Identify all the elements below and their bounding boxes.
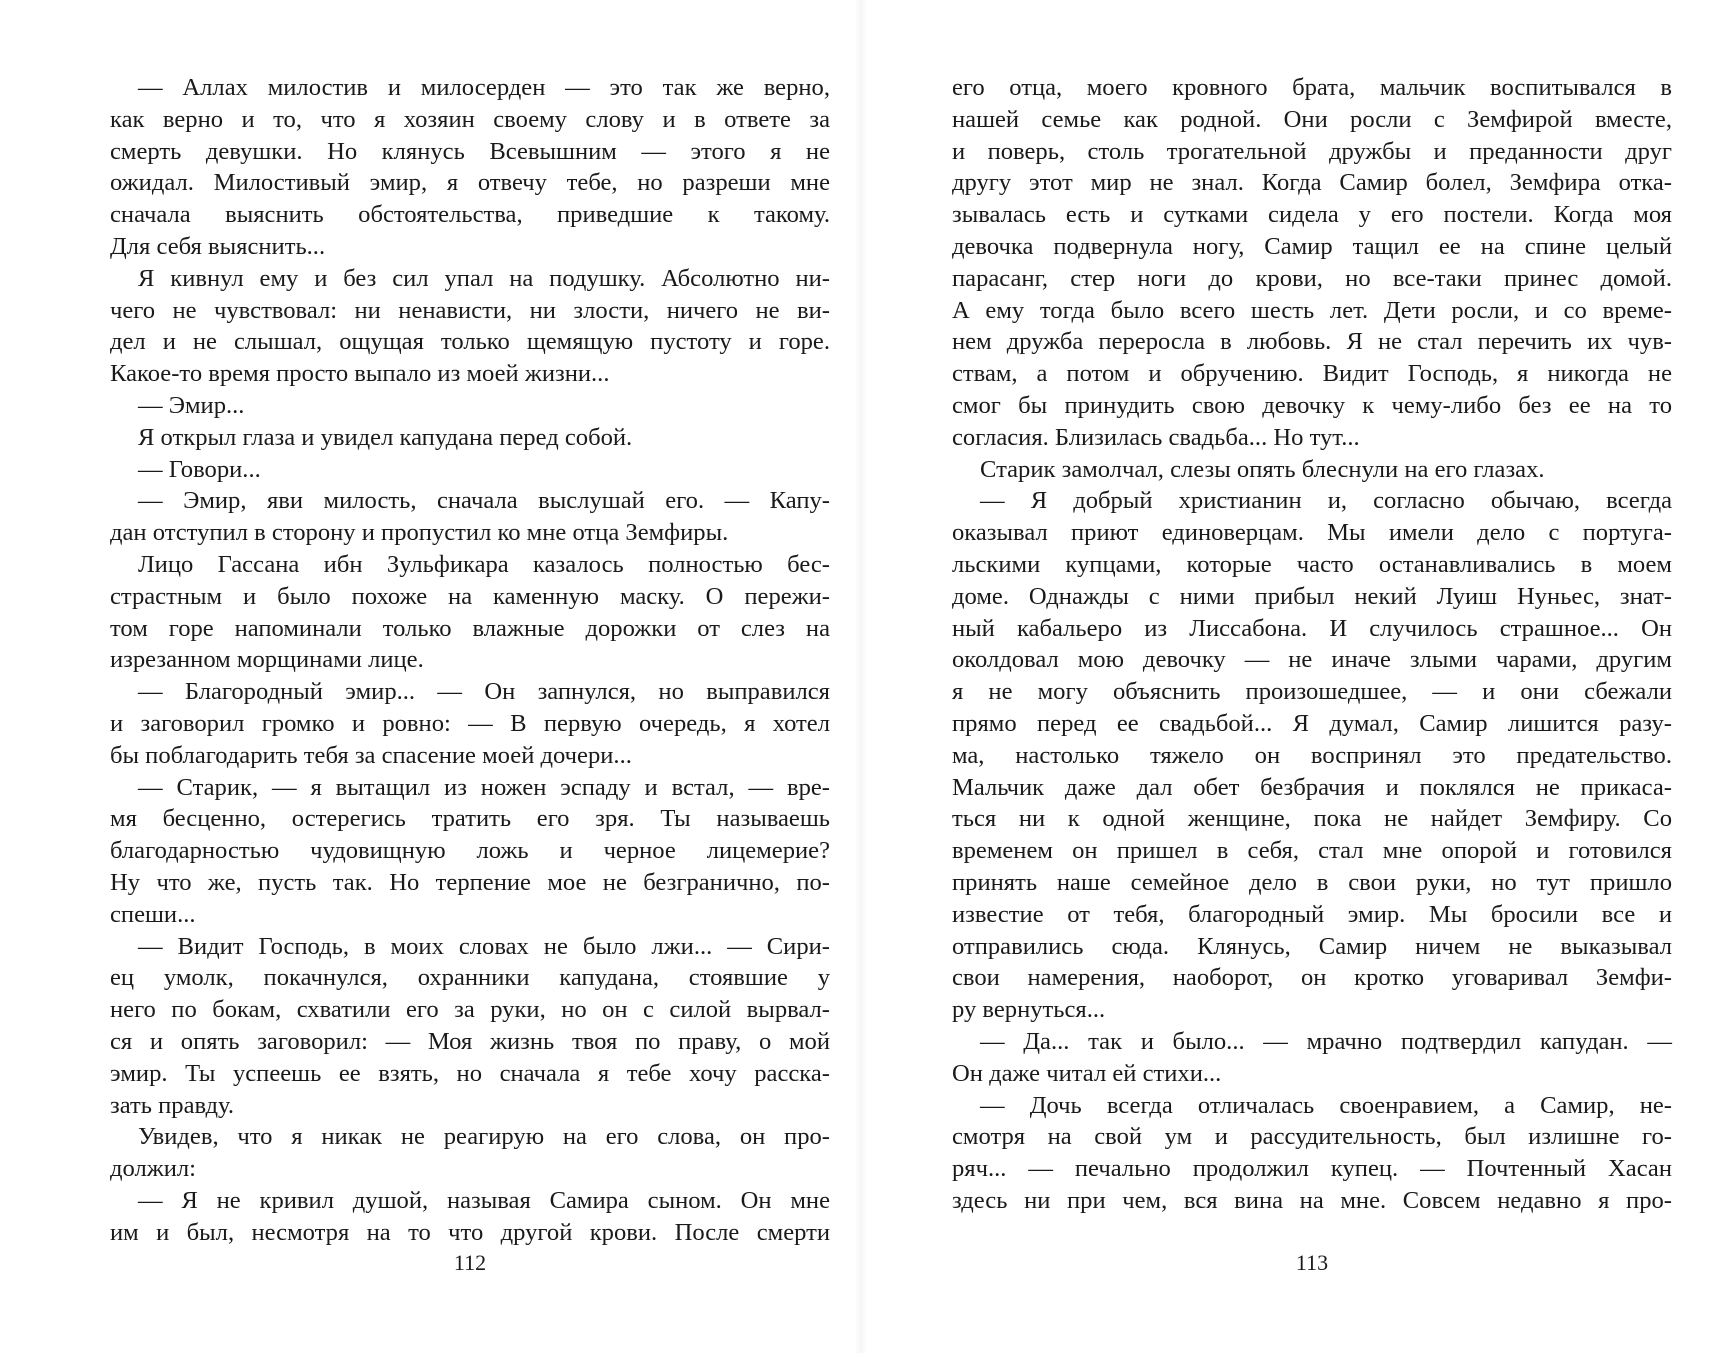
text-line: — Эмир, яви милость, сначала выслушай его. — Капу- (138, 487, 830, 515)
text-line: Лицо Гассана ибн Зульфикара казалось полностью бес- (138, 550, 830, 578)
page-number: 112 (453, 1250, 487, 1275)
text-line: парасанг, стер ноги до крови, но все-таки принес домой. (952, 264, 1672, 292)
text-line: и поверь, столь трогательной дружбы и преданности друг (952, 137, 1672, 165)
book-gutter (855, 0, 867, 1353)
text-line: как верно и то, что я хозяин своему слову и в ответе за (110, 105, 830, 133)
text-line: нем дружба переросла в любовь. Я не стал перечить их чув- (952, 328, 1672, 356)
text-line: отправились сюда. Клянусь, Самир ничем не выказывал (952, 932, 1672, 960)
text-line: Старик замолчал, слезы опять блеснули на его глазах. (980, 455, 1545, 483)
text-line: околдовал мою девочку — не иначе злыми чарами, другим (952, 646, 1672, 674)
text-line: свои намерения, наоборот, он кротко уговаривал Земфи- (952, 964, 1672, 992)
text-line: смерть девушки. Но клянусь Всевышним — этого я не (110, 137, 830, 165)
text-line: эмир. Ты успеешь ее взять, но сначала я тебе хочу расска- (110, 1059, 830, 1087)
text-line: льскими купцами, которые часто останавливались в моем (952, 550, 1672, 578)
text-line: согласия. Близилась свадьба... Но тут... (952, 423, 1360, 451)
text-line: страстным и было похоже на каменную маску. О пережи- (110, 582, 830, 610)
text-line: смотря на свой ум и рассудительность, был излишне го- (952, 1123, 1672, 1151)
text-line: им и был, несмотря на то что другой крови. После смерти (110, 1218, 830, 1246)
text-line: зывалась есть и сутками сидела у его постели. Когда моя (952, 201, 1672, 229)
text-line: изрезанном морщинами лице. (110, 646, 424, 674)
text-line: — Дочь всегда отличалась своенравием, а Самир, не- (980, 1091, 1672, 1119)
text-line: ожидал. Милостивый эмир, я отвечу тебе, но разреши мне (110, 169, 830, 197)
text-line: его отца, моего кровного брата, мальчик воспитывался в (952, 74, 1672, 101)
text-line: ствам, а потом и обручению. Видит Господь, я никогда не (952, 360, 1672, 388)
text-line: мя бесценно, остерегись тратить его зря. Ты называешь (110, 805, 830, 833)
text-line: — Да... так и было... — мрачно подтвердил капудан. — (980, 1027, 1672, 1055)
text-line: Какое-то время просто выпало из моей жизни... (110, 360, 610, 388)
text-line: Я открыл глаза и увидел капудана перед собой. (138, 423, 633, 451)
text-line: временем он пришел в себя, стал мне опорой и готовился (952, 837, 1672, 865)
text-line: прямо перед ее свадьбой... Я думал, Самир лишится разу- (952, 709, 1672, 737)
text-line: ру вернуться... (952, 996, 1106, 1024)
left-page (110, 0, 830, 1353)
text-line: дел и не слышал, ощущая только щемящую пустоту и горе. (110, 328, 830, 356)
text-line: — Я добрый христианин и, согласно обычаю, всегда (980, 487, 1672, 515)
page-number: 113 (1295, 1250, 1329, 1275)
text-line: должил: (110, 1155, 197, 1183)
text-line: оказывал приют единоверцам. Мы имели дело с португа- (952, 519, 1672, 547)
text-line: том горе напоминали только влажные дорожки от слез на (110, 614, 830, 642)
text-line: зать правду. (110, 1091, 234, 1119)
right-page (952, 0, 1672, 1353)
text-line: — Я не кривил душой, называя Самира сыном. Он мне (138, 1186, 830, 1214)
text-line: ный кабальеро из Лиссабона. И случилось страшное... Он (952, 614, 1672, 642)
text-line: ец умолк, покачнулся, охранники капудана, стоявшие у (110, 964, 830, 992)
text-line: девочка подвернула ногу, Самир тащил ее на спине целый (952, 232, 1672, 260)
text-line: Увидев, что я никак не реагирую на его слова, он про- (138, 1123, 830, 1151)
text-line: Для себя выяснить... (110, 232, 326, 260)
left-page-text (110, 72, 830, 1248)
text-line: — Аллах милостив и милосерден — это так же верно, (138, 74, 830, 101)
text-line: ся и опять заговорил: — Моя жизнь твоя по праву, о мой (110, 1027, 830, 1055)
text-line: здесь ни при чем, вся вина на мне. Совсем недавно я про- (952, 1186, 1672, 1214)
text-line: ма, настолько тяжело он воспринял это предательство. (952, 741, 1672, 769)
text-line: — Говори... (138, 455, 261, 483)
text-line: чего не чувствовал: ни ненависти, ни злости, ничего не ви- (110, 296, 830, 324)
text-line: Мальчик даже дал обет безбрачия и поклялся не прикаса- (952, 773, 1672, 801)
text-line: я не могу объяснить произошедшее, — и они сбежали (952, 678, 1672, 706)
text-line: — Благородный эмир... — Он запнулся, но выправился (138, 678, 830, 706)
text-line: доме. Однажды с ними прибыл некий Луиш Нуньес, знат- (952, 582, 1672, 610)
right-page-text (952, 72, 1672, 1217)
text-line: бы поблагодарить тебя за спасение моей дочери... (110, 741, 632, 769)
text-line: другу этот мир не знал. Когда Самир болел, Земфира отка- (952, 169, 1672, 197)
text-line: Ну что же, пусть так. Но терпение мое не безгранично, по- (110, 868, 830, 896)
text-line: ряч... — печально продолжил купец. — Почтенный Хасан (952, 1155, 1672, 1183)
text-line: благодарностью чудовищную ложь и черное лицемерие? (110, 837, 830, 865)
text-line: него по бокам, схватили его за руки, но он с силой вырвал- (110, 996, 830, 1024)
text-line: сначала выяснить обстоятельства, приведшие к такому. (110, 201, 830, 229)
text-line: спеши... (110, 900, 196, 928)
text-line: — Старик, — я вытащил из ножен эспаду и встал, — вре- (138, 773, 830, 801)
text-line: — Видит Господь, в моих словах не было лжи... — Сири- (138, 932, 830, 960)
text-line: и заговорил громко и ровно: — В первую очередь, я хотел (110, 709, 830, 737)
text-line: Я кивнул ему и без сил упал на подушку. Абсолютно ни- (138, 264, 830, 292)
text-line: дан отступил в сторону и пропустил ко мне отца Земфиры. (110, 519, 729, 547)
text-line: принять наше семейное дело в свои руки, но тут пришло (952, 868, 1672, 896)
text-line: ться ни к одной женщине, пока не найдет Земфиру. Со (952, 805, 1672, 833)
text-line: Он даже читал ей стихи... (952, 1059, 1222, 1087)
text-line: А ему тогда было всего шесть лет. Дети росли, и со време- (952, 296, 1672, 324)
text-line: смог бы принудить свою девочку к чему-либо без ее на то (952, 391, 1672, 419)
text-line: нашей семье как родной. Они росли с Земфирой вместе, (952, 105, 1672, 133)
text-line: известие от тебя, благородный эмир. Мы бросили все и (952, 900, 1672, 928)
text-line: — Эмир... (138, 391, 245, 419)
